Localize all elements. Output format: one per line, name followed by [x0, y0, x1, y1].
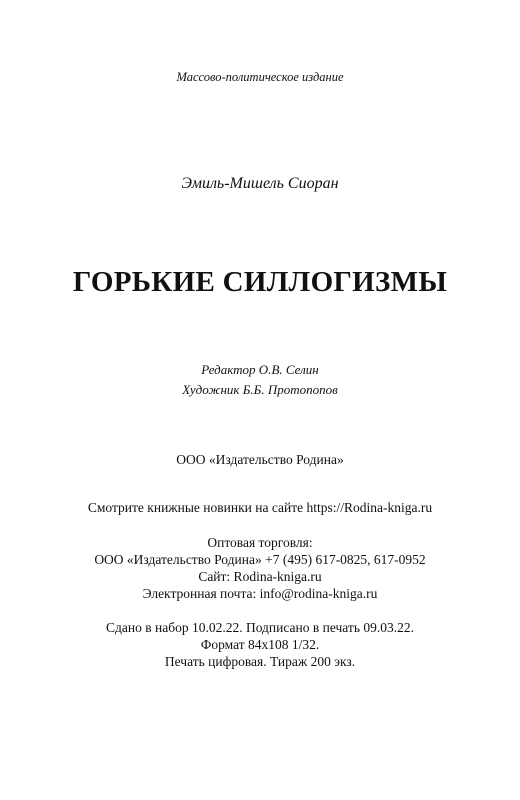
- artist-credit: Художник Б.Б. Протопопов: [182, 382, 338, 397]
- author-name: Эмиль-Мишель Сиоран: [181, 175, 339, 192]
- wholesale-email: Электронная почта: info@rodina-kniga.ru: [142, 586, 378, 601]
- print-run: Печать цифровая. Тираж 200 экз.: [164, 654, 356, 669]
- website-note: Смотрите книжные новинки на сайте https://Rodina-kniga.ru: [87, 500, 433, 515]
- wholesale-contacts: ООО «Издательство Родина» +7 (495) 617-0825, 617-0952: [94, 552, 426, 567]
- book-title: ГОРЬКИЕ СИЛЛОГИЗМЫ: [72, 266, 448, 298]
- wholesale-site: Сайт: Rodina-kniga.ru: [198, 569, 322, 584]
- wholesale-heading: Оптовая торговля:: [207, 535, 313, 550]
- editor-credit: Редактор О.В. Селин: [201, 362, 319, 377]
- print-format: Формат 84x108 1/32.: [200, 637, 320, 652]
- series-label: Массово-политическое издание: [176, 70, 344, 84]
- print-dates: Сдано в набор 10.02.22. Подписано в печать 09.03.22.: [106, 620, 414, 635]
- publisher-name: ООО «Издательство Родина»: [176, 452, 344, 467]
